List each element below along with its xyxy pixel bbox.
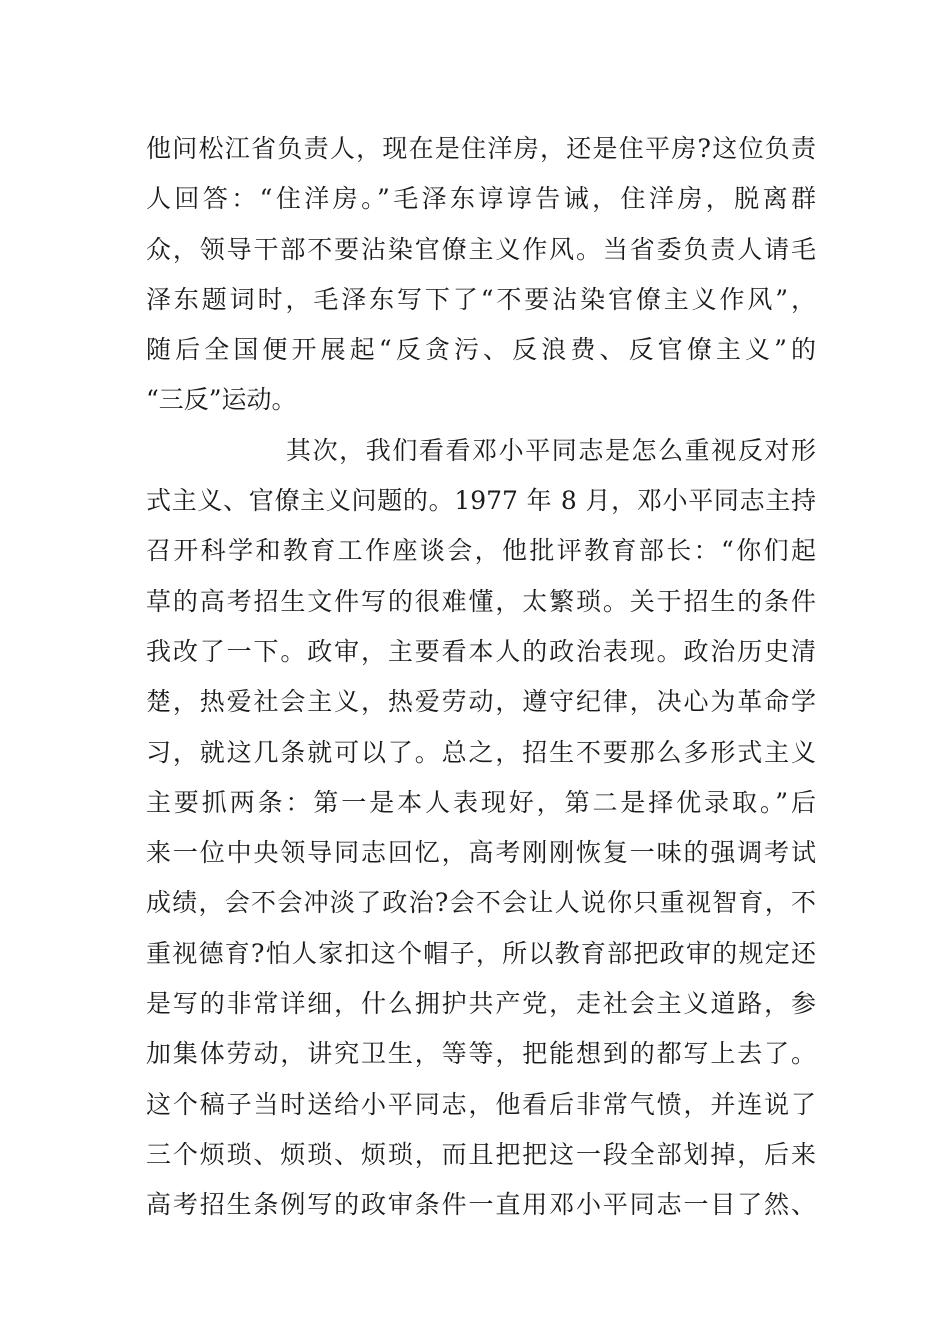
text-line: 成绩，会不会冲淡了政治?会不会让人说你只重视智育，不 [146,888,816,918]
text-line: 人回答：“住洋房。”毛泽东谆谆告诫，住洋房，脱离群 [146,184,816,214]
paragraph-1 [146,124,816,426]
text-line: 他问松江省负责人，现在是住洋房，还是住平房?这位负责 [146,134,816,163]
text-line: 泽东题词时，毛泽东写下了“不要沾染官僚主义作风”， [146,284,816,314]
text-line: 来一位中央领导同志回忆，高考刚刚恢复一味的强调考试 [146,838,816,868]
text-line: 我改了一下。政审，主要看本人的政治表现。政治历史清 [146,636,816,666]
text-line: 高考招生条例写的政审条件一直用邓小平同志一目了然、 [146,1190,816,1220]
text-line: 草的高考招生文件写的很难懂，太繁琐。关于招生的条件 [146,586,816,616]
text-line: 是写的非常详细，什么拥护共产党，走社会主义道路，参 [146,989,816,1019]
text-line: 习，就这几条就可以了。总之，招生不要那么多形式主义 [146,737,816,767]
text-line: 众，领导干部不要沾染官僚主义作风。当省委负责人请毛 [146,234,816,264]
text-line: 召开科学和教育工作座谈会，他批评教育部长：“你们起 [146,536,816,566]
text-line: “三反”运动。 [146,385,297,415]
text-line: 这个稿子当时送给小平同志，他看后非常气愤，并连说了 [146,1089,816,1119]
text-line: 其次，我们看看邓小平同志是怎么重视反对形 [286,435,816,465]
text-line: 随后全国便开展起“反贪污、反浪费、反官僚主义”的 [146,335,816,365]
text-line: 重视德育?怕人家扣这个帽子，所以教育部把政审的规定还 [146,938,816,968]
text-line: 楚，热爱社会主义，热爱劳动，遵守纪律，决心为革命学 [146,687,816,717]
text-line: 主要抓两条：第一是本人表现好，第二是择优录取。”后 [146,787,816,817]
text-line: 加集体劳动，讲究卫生，等等，把能想到的都写上去了。 [146,1039,816,1069]
document-body [146,124,816,1231]
paragraph-2 [146,426,816,1231]
text-line: 式主义、官僚主义问题的。1977 年 8 月，邓小平同志主持 [146,486,816,516]
text-line: 三个烦琐、烦琐、烦琐，而且把把这一段全部划掉，后来 [146,1139,816,1169]
